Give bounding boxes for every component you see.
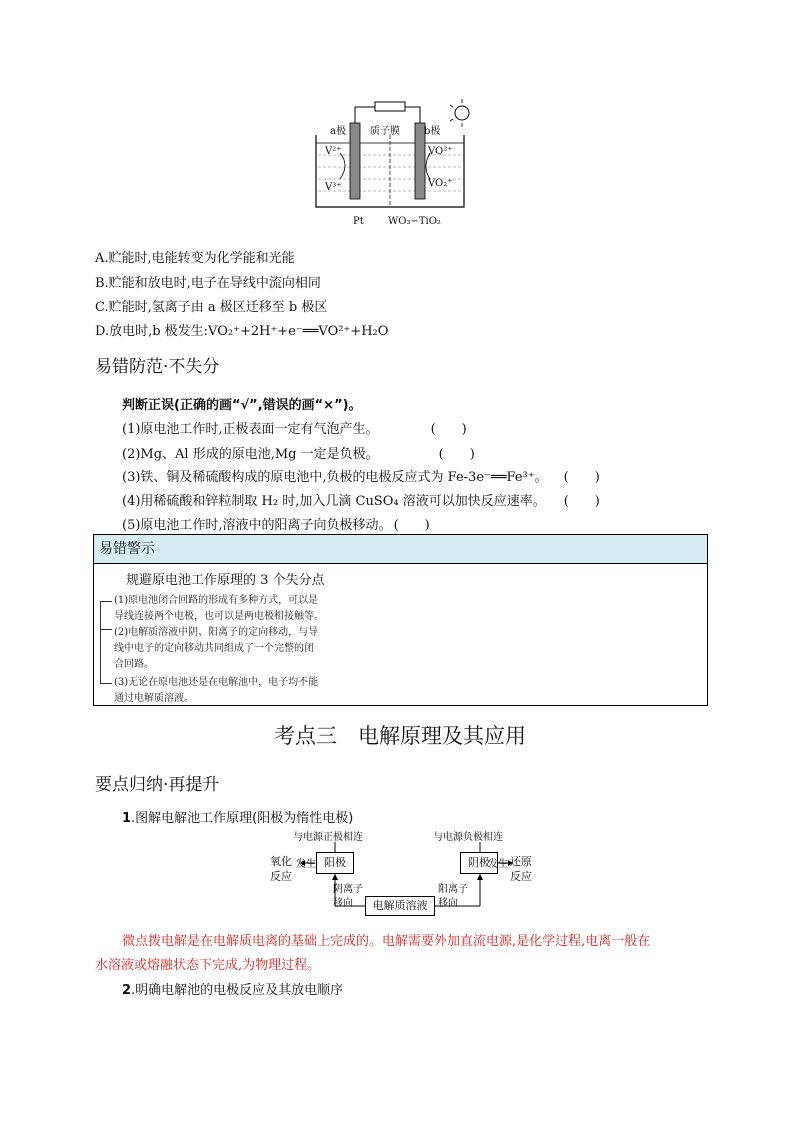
pt-label: Pt (353, 216, 364, 227)
warning-title: 规避原电池工作原理的 3 个失分点 (126, 573, 325, 588)
electrode-b-label: b极 (424, 126, 441, 137)
cathode-box: 阴极 (460, 852, 498, 874)
judge-item-1: (1)原电池工作时,正极表面一定有气泡产生。 ( ) (122, 422, 467, 437)
wo3-label: WO₃−TiO₂ (388, 216, 441, 227)
ion-vo2-label: VO₂⁺ (428, 178, 453, 189)
warning-line-6: (3)无论在原电池还是在电解池中，电子均不能 (114, 677, 319, 688)
reduction-label-2: 反应 (510, 870, 532, 883)
anion-move-label-2: 移向 (333, 898, 353, 909)
electrode-a-label: a极 (330, 126, 346, 137)
tip-line-1: 微点拨电解是在电解质电离的基础上完成的。电解需要外加直流电源,是化学过程,电离一般在 (122, 934, 651, 949)
anode-connect-label: 与电源正极相连 (293, 832, 363, 843)
option-c: C.贮能时,氢离子由 a 极区迁移至 b 极区 (95, 300, 328, 315)
warning-line-5: 合回路。 (114, 659, 154, 670)
cation-move-label-1: 阳离子 (438, 884, 468, 895)
judge-item-2: (2)Mg、Al 形成的原电池,Mg 一定是负极。 ( ) (122, 447, 475, 462)
anion-move-label-1: 阴离子 (333, 884, 363, 895)
warning-line-7: 通过电解质溶液。 (114, 693, 194, 704)
occur-left-label: 发生 (296, 859, 316, 870)
oxidation-label-1: 氧化 (270, 855, 292, 868)
point-1: 1.图解电解池工作原理(阳极为惰性电极) (122, 811, 354, 826)
section-title-summary: 要点归纳·再提升 (95, 775, 220, 795)
oxidation-label-2: 反应 (270, 870, 292, 883)
warning-line-3: (2)电解质溶液中阴、阳离子的定向移动，与导 (114, 627, 319, 638)
warning-line-2: 导线连接两个电极，也可以是两电极相接触等。 (114, 611, 324, 622)
option-d: D.放电时,b 极发生:VO₂⁺+2H⁺+e⁻══VO²⁺+H₂O (95, 324, 389, 339)
ion-v2-label: V²⁺ (325, 146, 342, 157)
judge-intro: 判断正误(正确的画“√”,错误的画“×”)。 (122, 398, 362, 413)
judge-item-3: (3)铁、铜及稀硫酸构成的原电池中,负极的电极反应式为 Fe-3e⁻══Fe³⁺。 ( ) (122, 470, 600, 485)
option-a: A.贮能时,电能转变为化学能和光能 (95, 251, 295, 266)
warning-bracket (100, 601, 113, 683)
warning-header: 易错警示 (94, 535, 707, 564)
ion-v3-label: V³⁺ (325, 182, 342, 193)
reduction-label-1: 还原 (510, 855, 532, 868)
warning-line-1: (1)原电池闭合回路的形成有多种方式，可以是 (114, 595, 319, 606)
cathode-connect-label: 与电源负极相连 (433, 832, 503, 843)
occur-right-label: 发生 (488, 859, 508, 870)
warning-box (93, 534, 708, 706)
ion-vo2p-label: VO²⁺ (428, 146, 453, 157)
anode-box: 阳极 (316, 852, 354, 874)
bracket-tick-2 (100, 629, 112, 630)
bracket-tick-1 (100, 601, 112, 602)
warning-line-4: 线中电子的定向移动共同组成了一个完整的闭 (114, 643, 314, 654)
bracket-tick-3 (100, 683, 112, 684)
judge-item-5: (5)原电池工作时,溶液中的阳离子向负极移动。 ( ) (122, 518, 430, 533)
option-b: B.贮能和放电时,电子在导线中流向相同 (95, 276, 321, 291)
chapter-heading: 考点三 电解原理及其应用 (274, 724, 526, 748)
point-2: 2.明确电解池的电极反应及其放电顺序 (122, 983, 344, 998)
electrolyte-box: 电解质溶液 (365, 896, 435, 916)
cation-move-label-2: 移向 (438, 898, 458, 909)
electrolysis-cell-figure (310, 95, 470, 230)
tip-line-2: 水溶液或熔融状态下完成,为物理过程。 (95, 958, 321, 973)
membrane-label: 质子膜 (370, 126, 400, 137)
judge-item-4: (4)用稀硫酸和锌粒制取 H₂ 时,加入几滴 CuSO₄ 溶液可以加快反应速率。 ( ) (122, 494, 600, 509)
section-title-mistakes: 易错防范·不失分 (95, 357, 220, 377)
